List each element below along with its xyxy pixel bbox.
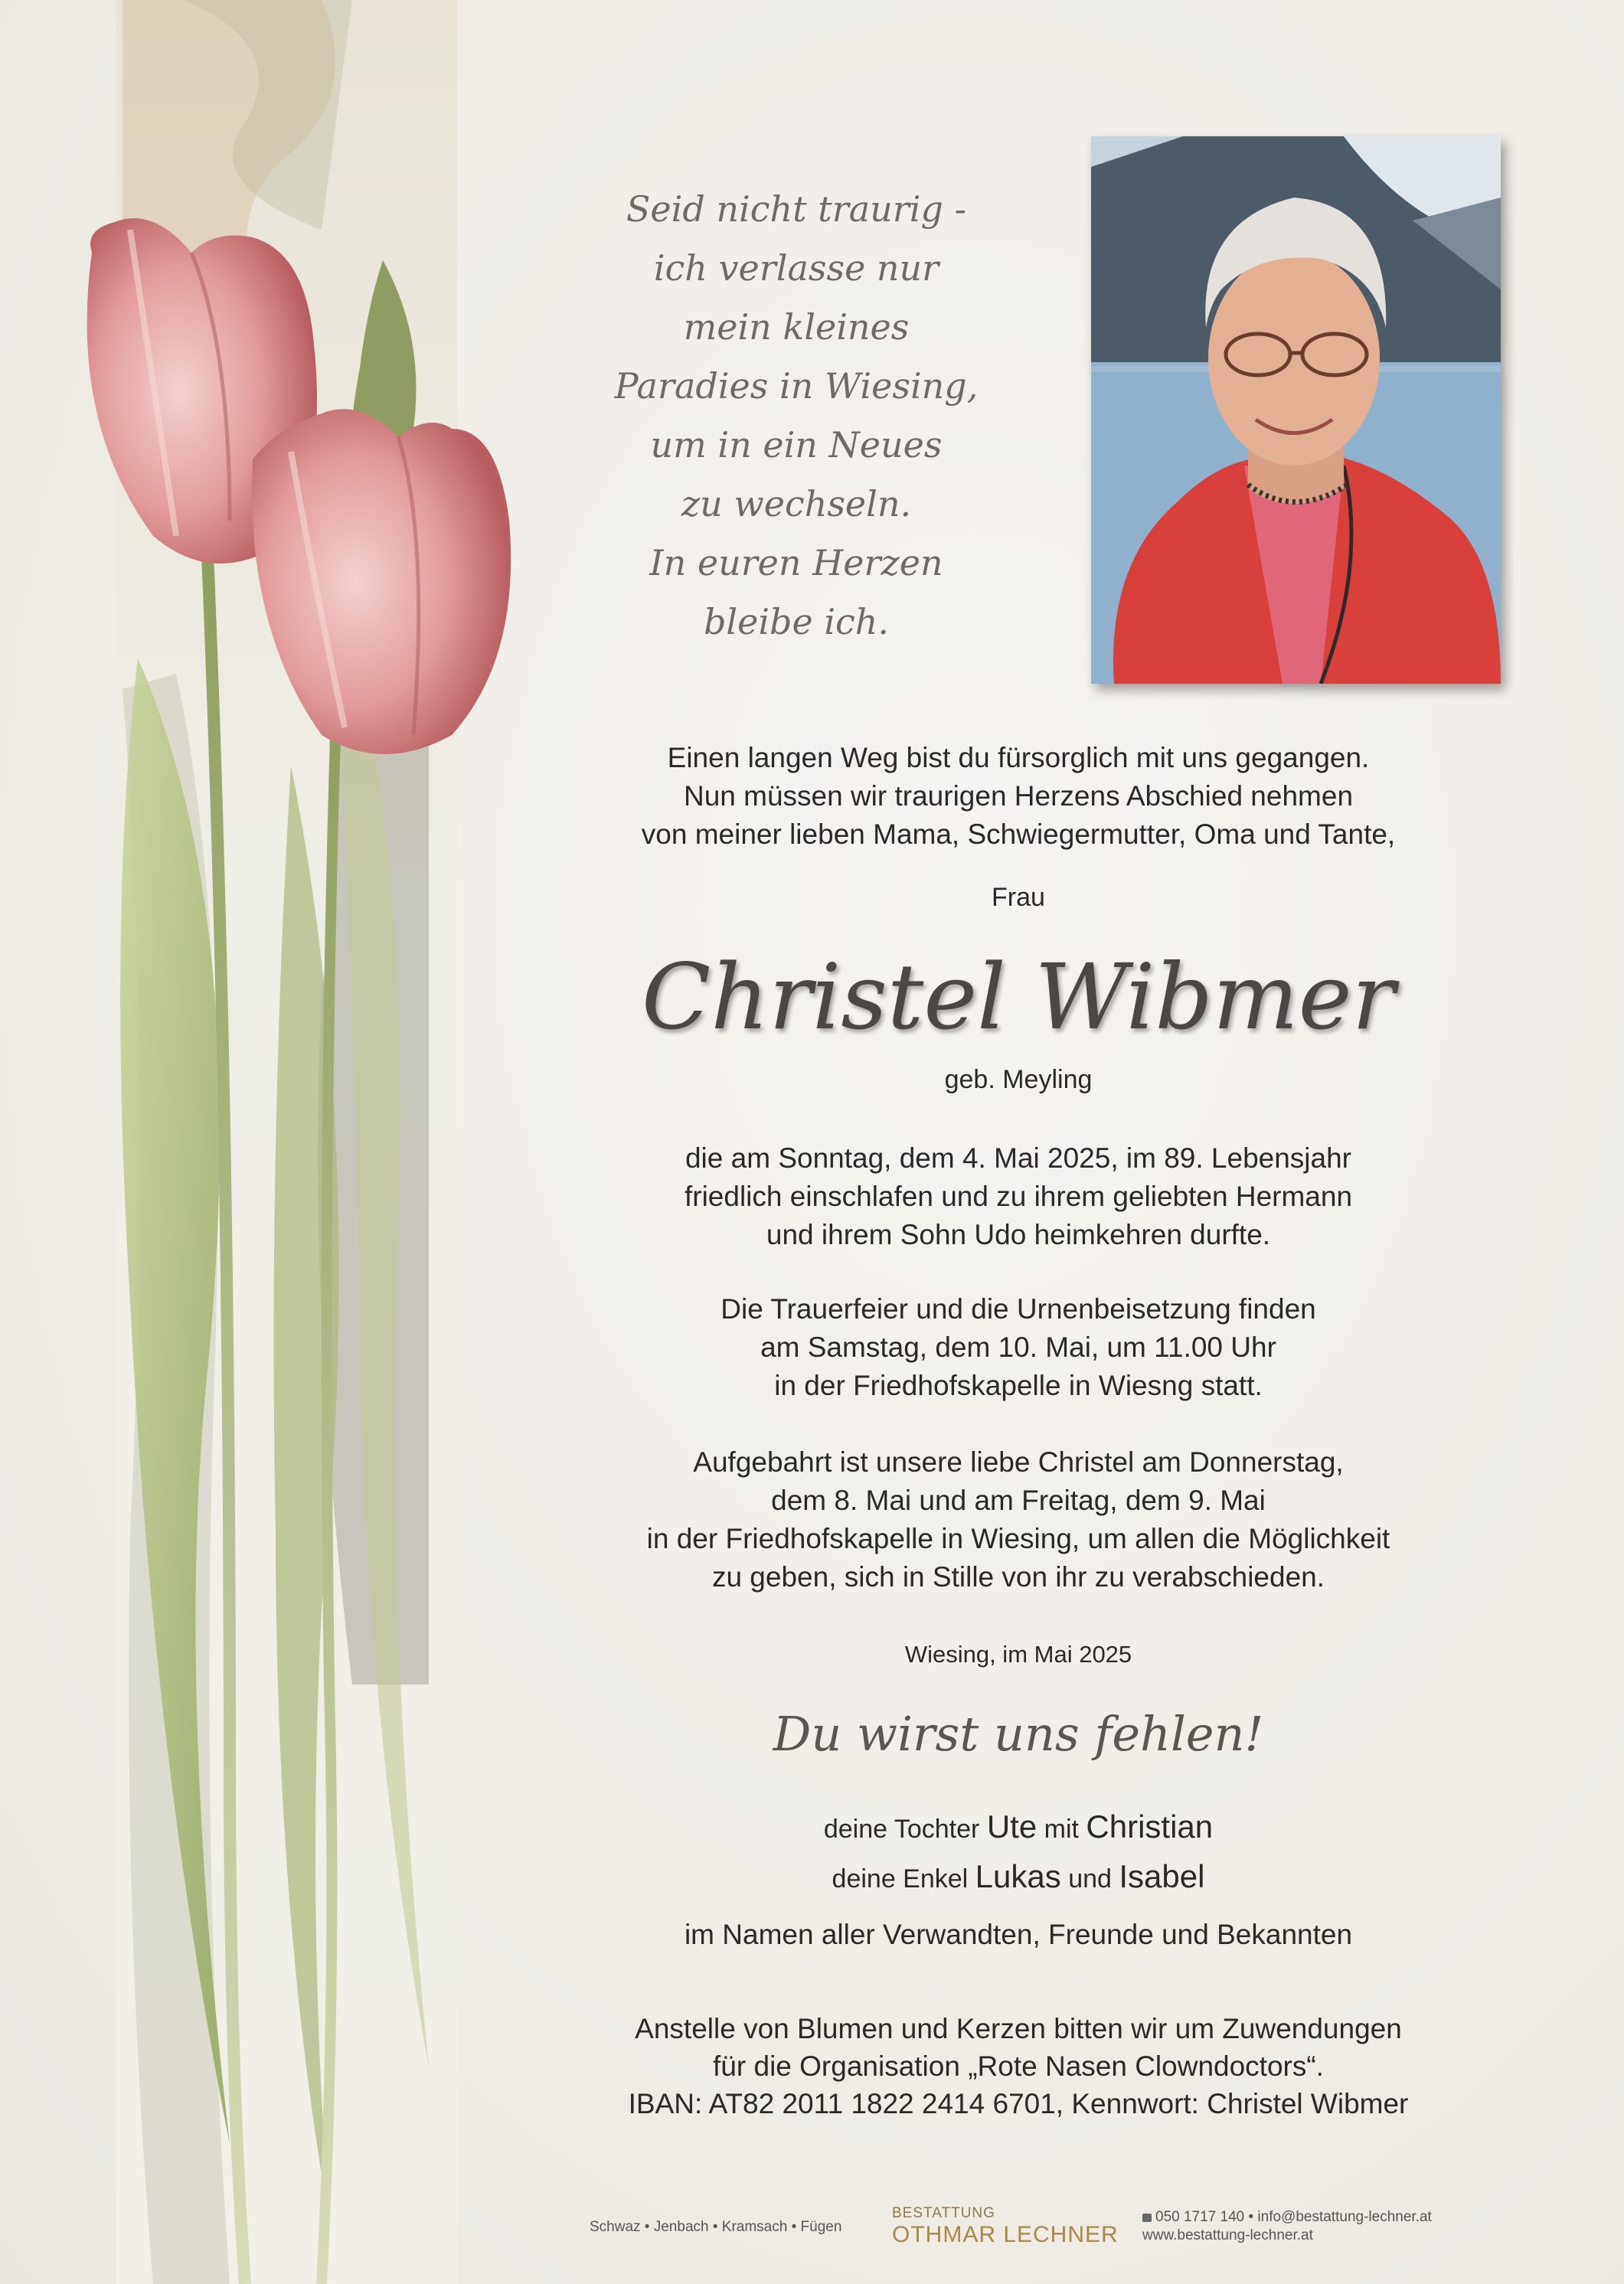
death-notice-line: die am Sonntag, dem 4. Mai 2025, im 89. Lebensjahr [685,1142,1352,1174]
relatives-line: im Namen aller Verwandten, Freunde und Bekannten [684,1919,1353,1950]
death-notice-line: und ihrem Sohn Udo heimkehren durfte. [766,1219,1271,1250]
donation-line: Anstelle von Blumen und Kerzen bitten wir um Zuwendungen [635,2013,1402,2044]
death-notice-line: friedlich einschlafen und zu ihrem geliebten Hermann [684,1181,1353,1212]
footer-towns: Schwaz • Jenbach • Kramsach • Fügen [590,2219,842,2235]
donation-line: für die Organisation „Rote Nasen Clowndoctors“. [713,2050,1324,2082]
poem-line: um in ein Neues [650,424,943,466]
logo-main: OTHMAR LECHNER [892,2222,1119,2247]
intro-line: Einen langen Weg bist du fürsorglich mit uns gegangen. [667,742,1370,773]
family-prefix: deine Enkel [832,1864,969,1894]
family-connector: und [1068,1864,1112,1894]
deceased-name: Christel Wibmer [641,944,1396,1050]
viewing-info [582,1443,1455,1596]
family-name: Christian [1086,1809,1214,1845]
family-line-grandchildren [582,1853,1455,1903]
viewing-line: in der Friedhofskapelle in Wiesing, um allen die Möglichkeit [646,1523,1390,1554]
poem-line: mein kleines [683,306,910,348]
poem-line: bleibe ich. [703,601,890,642]
poem-line: In euren Herzen [649,542,943,583]
funeral-home-footer [590,2205,1470,2251]
footer-contact [1142,2208,1432,2245]
closing-phrase: Du wirst uns fehlen! [773,1706,1264,1762]
death-notice [582,1139,1455,1254]
poem-line: Paradies in Wiesing, [614,365,979,407]
place-date: Wiesing, im Mai 2025 [904,1641,1132,1668]
tulip-illustration [0,0,536,2284]
donation-request [582,2010,1455,2122]
viewing-line: zu geben, sich in Stille von ihr zu verabschieden. [711,1561,1325,1593]
intro-line: Nun müssen wir traurigen Herzens Abschied nehmen [683,780,1354,812]
family-line-daughter [582,1803,1455,1853]
memorial-poem [582,180,1011,652]
family-connector: mit [1044,1815,1079,1844]
poem-line: zu wechseln. [681,483,912,524]
logo-top: BESTATTUNG [892,2205,995,2221]
salutation: Frau [992,883,1045,912]
family-name: Lukas [975,1858,1061,1894]
phone-icon [1142,2214,1152,2222]
family-prefix: deine Tochter [823,1815,980,1844]
poem-line: ich verlasse nur [653,247,939,289]
funeral-home-logo [892,2205,1119,2248]
tulip-lower [252,409,511,754]
poem-line: Seid nicht traurig - [626,188,967,230]
birth-name: geb. Meyling [944,1065,1093,1094]
funeral-info [582,1290,1455,1405]
viewing-line: Aufgebahrt ist unsere liebe Christel am Donnerstag, [693,1446,1344,1478]
footer-phone-email[interactable]: 050 1717 140 • info@bestattung-lechner.at [1142,2208,1432,2227]
funeral-line: am Samstag, dem 10. Mai, um 11.00 Uhr [760,1332,1276,1363]
family-name: Ute [986,1809,1037,1845]
viewing-line: dem 8. Mai und am Freitag, dem 9. Mai [771,1485,1266,1516]
family-list [582,1803,1455,1903]
footer-website[interactable]: www.bestattung-lechner.at [1142,2227,1313,2243]
funeral-line: in der Friedhofskapelle in Wiesng statt. [774,1370,1263,1401]
family-name: Isabel [1119,1858,1205,1894]
intro-line: von meiner lieben Mama, Schwiegermutter, Oma und Tante, [641,819,1396,850]
donation-line: IBAN: AT82 2011 1822 2414 6701, Kennwort: Christel Wibmer [628,2088,1409,2119]
funeral-line: Die Trauerfeier und die Urnenbeisetzung finden [721,1293,1316,1325]
portrait-photo [1091,136,1501,684]
intro-text [582,739,1455,854]
